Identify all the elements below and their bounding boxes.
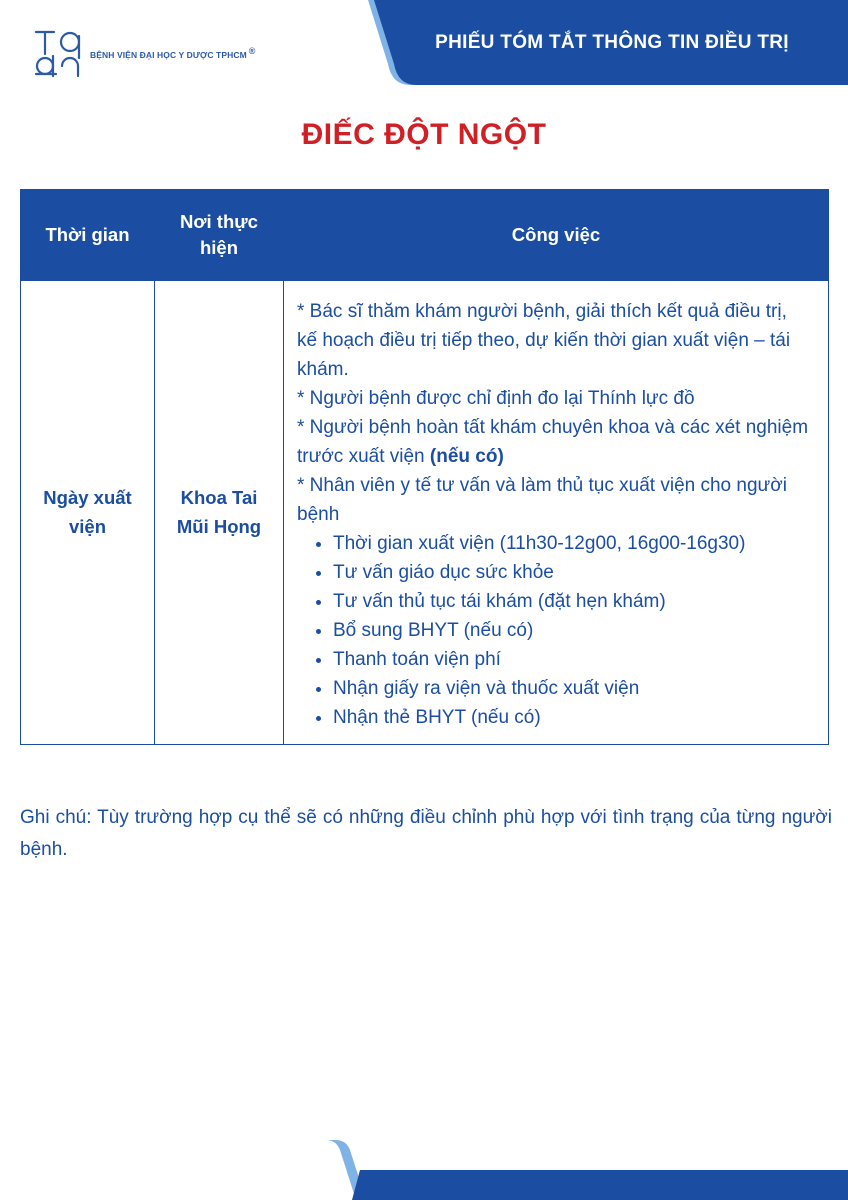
- subtask-item: • Tư vấn thủ tục tái khám (đặt hẹn khám): [333, 587, 812, 616]
- column-header-place: Nơi thực hiện: [155, 190, 284, 281]
- hospital-name: BỆNH VIỆN ĐẠI HỌC Y DƯỢC TPHCM ®: [90, 46, 256, 60]
- task-item: * Nhân viên y tế tư vấn và làm thủ tục xuất viện cho người bệnh: [297, 475, 787, 525]
- footer-band: [0, 1140, 848, 1200]
- table-header-row: [21, 190, 829, 281]
- subtask-item: • Bổ sung BHYT (nếu có): [333, 616, 812, 645]
- treatment-table: [20, 189, 829, 745]
- page-title: ĐIẾC ĐỘT NGỘT: [301, 118, 547, 151]
- subtask-item: • Thanh toán viện phí: [333, 645, 812, 674]
- subtask-item: • Tư vấn giáo dục sức khỏe: [333, 558, 812, 587]
- cell-place: Khoa Tai Mũi Họng: [155, 281, 284, 745]
- cell-tasks: [284, 281, 829, 745]
- column-header-tasks: Công việc: [284, 190, 829, 281]
- cell-time: Ngày xuất viện: [21, 281, 155, 745]
- task-item: * Người bệnh được chỉ định đo lại Thính lực đồ: [297, 388, 695, 409]
- hospital-logo-icon: [32, 26, 86, 78]
- footnote: Ghi chú: Tùy trường hợp cụ thể sẽ có những điều chỉnh phù hợp với tình trạng của từng người bệnh.: [20, 807, 832, 860]
- subtask-item: • Nhận giấy ra viện và thuốc xuất viện: [333, 674, 812, 703]
- task-emphasis: (nếu có): [429, 446, 504, 467]
- subtask-list: [297, 529, 812, 732]
- subtask-item: • Nhận thẻ BHYT (nếu có): [333, 703, 812, 732]
- task-item: [297, 413, 812, 471]
- subtask-item: • Thời gian xuất viện (11h30-12g00, 16g00-16g30): [333, 529, 812, 558]
- hospital-logo: [32, 26, 256, 78]
- column-header-time: Thời gian: [21, 190, 155, 281]
- document-type-title: PHIẾU TÓM TẮT THÔNG TIN ĐIỀU TRỊ: [435, 31, 789, 53]
- task-text: * Người bệnh hoàn tất khám chuyên khoa và các xét nghiệm trước xuất viện: [297, 417, 809, 467]
- registered-mark: ®: [248, 46, 256, 56]
- task-item: * Bác sĩ thăm khám người bệnh, giải thích kết quả điều trị, kế hoạch điều trị tiếp theo, dự kiến thời gian xuất viện – tái khám.: [297, 301, 791, 380]
- table-row: [21, 281, 829, 745]
